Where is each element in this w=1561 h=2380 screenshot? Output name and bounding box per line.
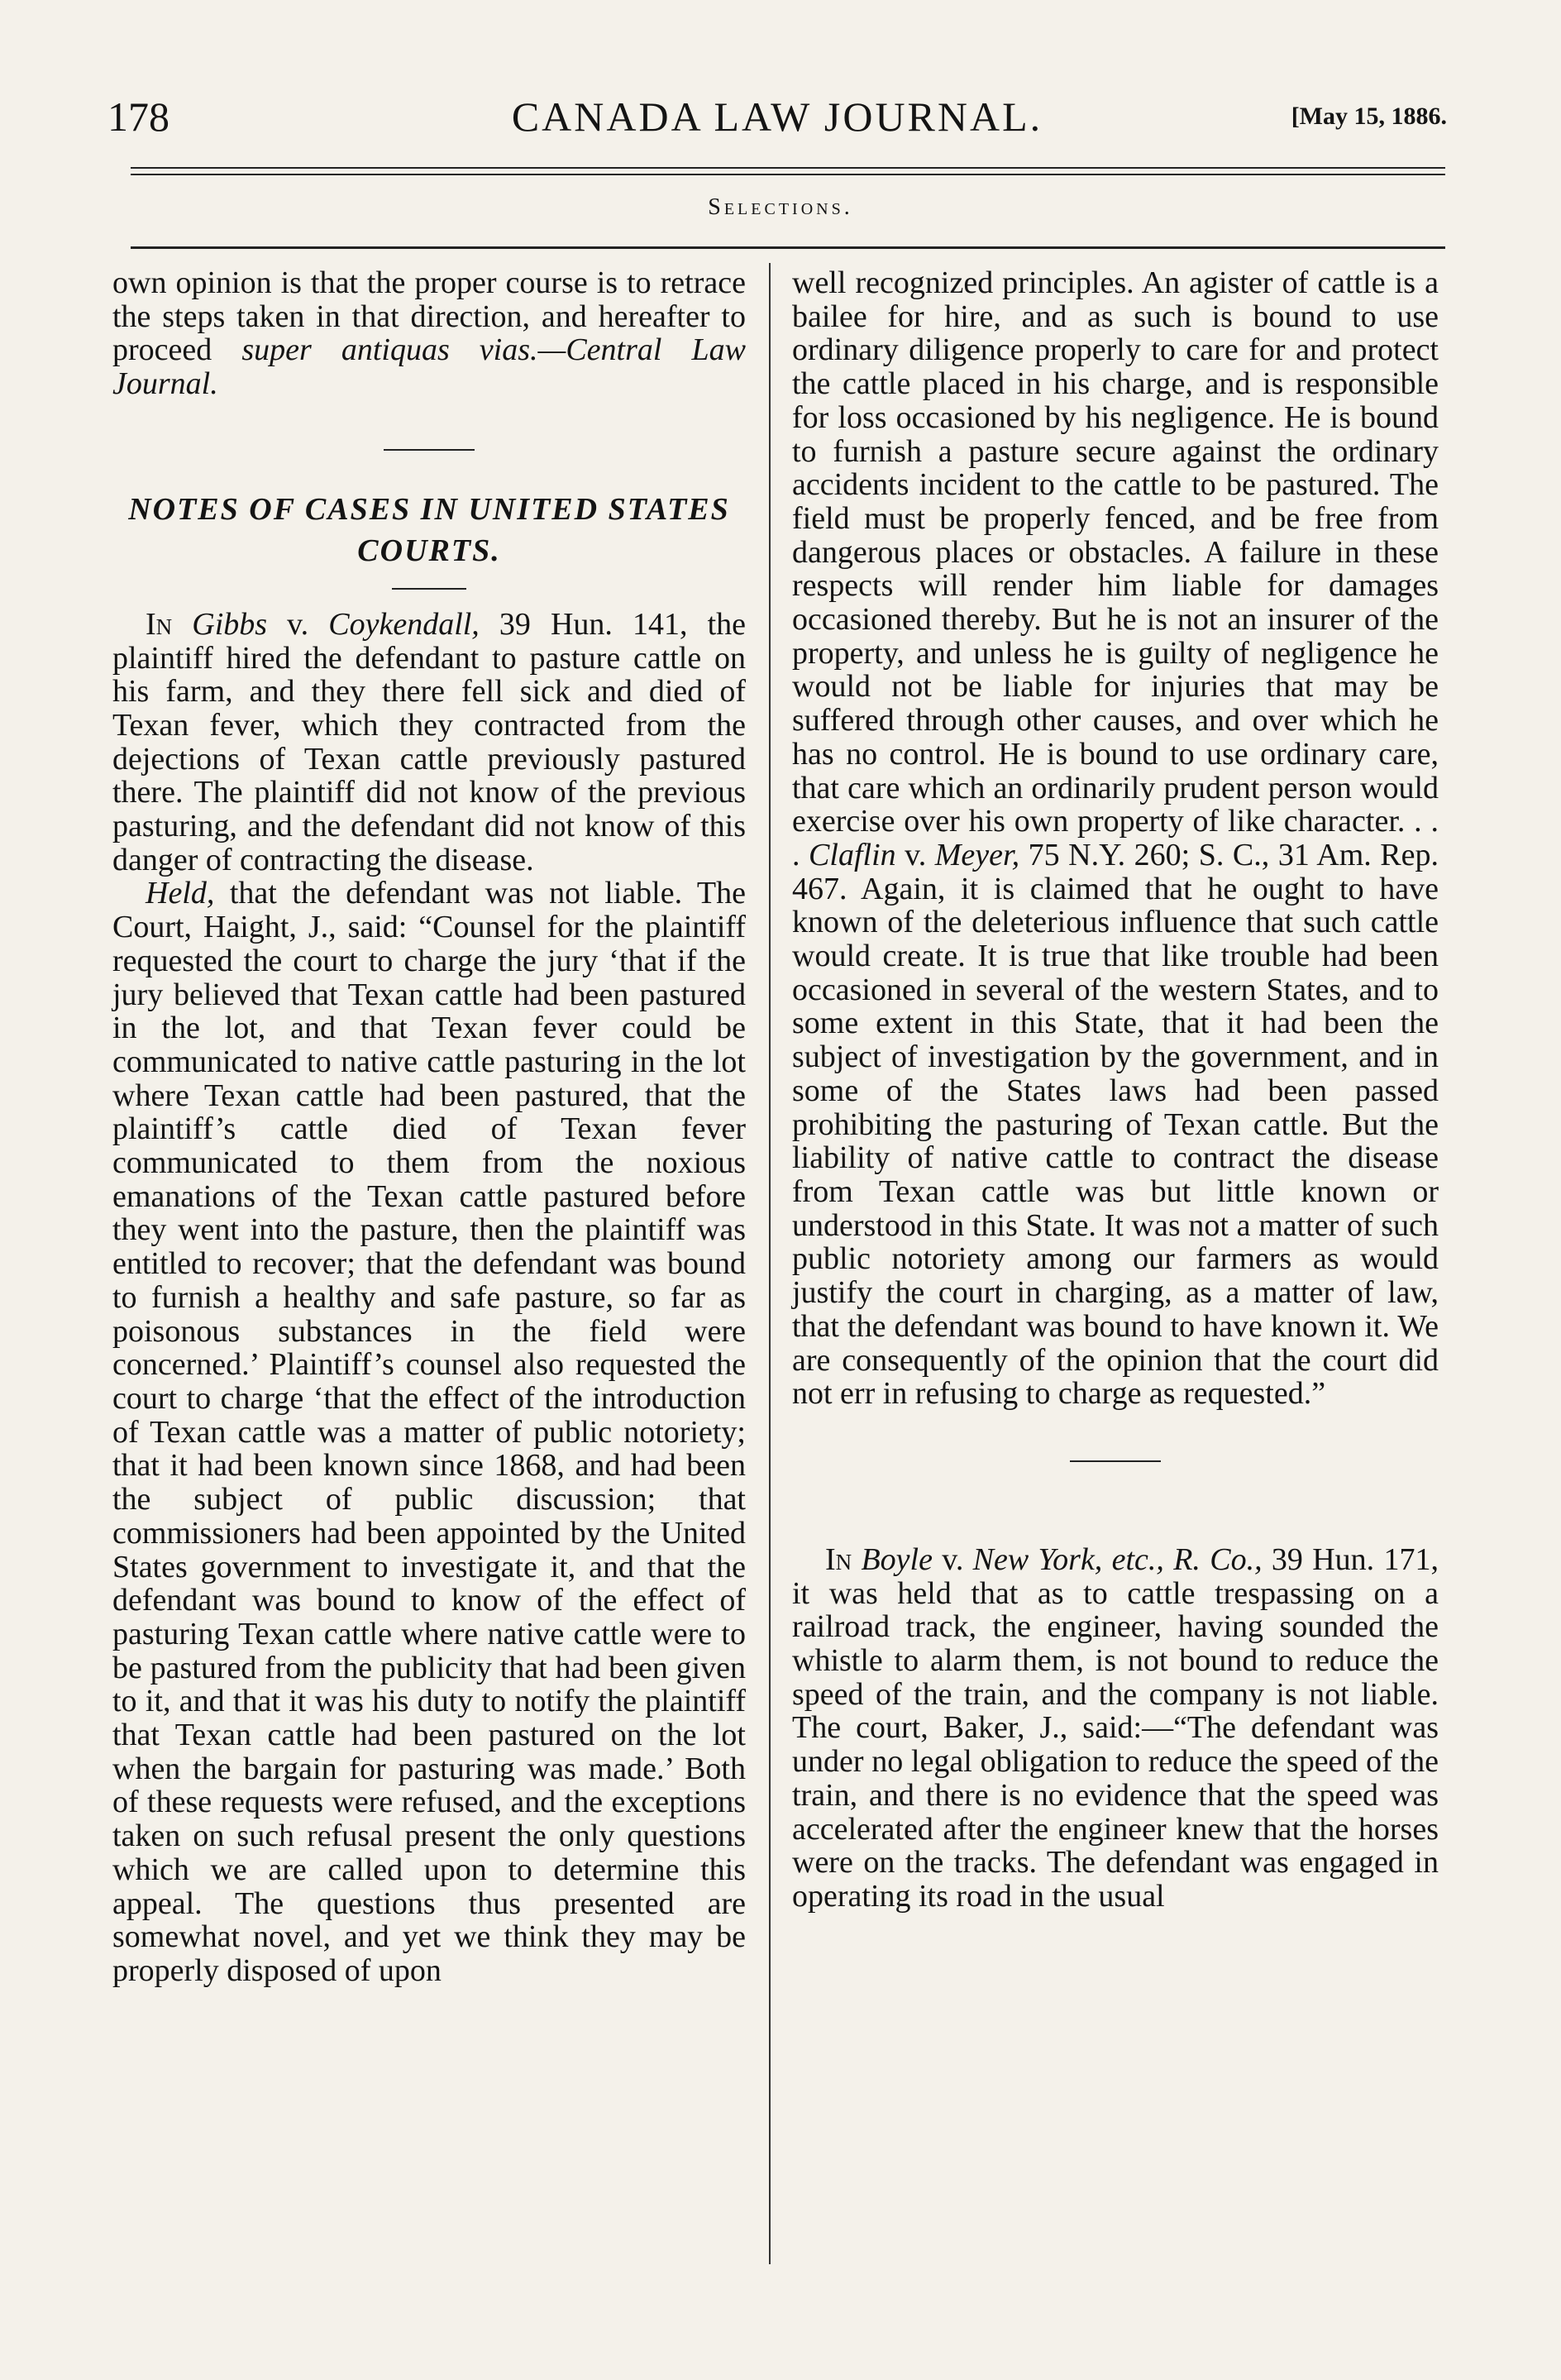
case-boyle-paragraph: In Boyle v. New York, etc., R. Co., 39 Hun. 171, it was held that as to cattle trespassing on a railroad track, the engineer, having sounded the whistle to alarm them, is not bound to reduce the speed of the train, and the company is not liable. The court, Baker, J., said:—“The defendant was under no legal obligation to reduce the speed of the train, and there is no evidence that the speed was accelerated after the engineer knew that the horses were on the tracks. The defendant was engaged in operating its road in the usual xyxy=(792,1541,1439,1914)
agister-paragraph: well recognized principles. An agister of cattle is a bailee for hire, and as such is bound to use ordinary diligence properly to care for and protect the cattle placed in his charge, and is responsible for loss occasioned by his negligence. He is bound to furnish a pasture secure against the ordinary accidents incident to the cattle to be pastured. The field must be properly fenced, and be free from dangerous places or obstacles. A failure in these respects will render him liable for damages occasioned thereby. But he is not an insurer of the property, and unless he is guilty of negligence he would not be liable for injuries that may be suffered through other causes, and over which he has no control. He is bound to use ordinary care, that care which an ordinarily prudent person would exercise over his own property of like character. . . . Claflin v. Meyer, 75 N.Y. 260; S. C., 31 Am. Rep. 467. Again, it is claimed that he ought to have known of the deleterious influence that such cattle would create. It is true that like trouble had been occasioned in several of the western States, and to some extent in this State, that it had been the subject of investigation by the government, and in some of the States laws had been passed prohibiting the pasturing of Texan cattle. But the liability of native cattle to contract the disease from Texan cattle was but little known or understood in this State. It was not a matter of such public notoriety among our farmers as would justify the court in charging, as a matter of law, that the defendant was bound to have known it. We are consequently of the opinion that the court did not err in refusing to charge as requested.” xyxy=(792,265,1439,1412)
issue-date: [May 15, 1886. xyxy=(1291,103,1447,130)
case-gibbs-paragraph: In Gibbs v. Coykendall, 39 Hun. 141, the plaintiff hired the defendant to pasture cattle on his farm, and they there fell sick and died of Texan fever, which they contracted from the dejections of Texan cattle previously pastured there. The plaintiff did not know of the previous pasturing, and the defendant did not know of this danger of contracting the disease. xyxy=(112,606,747,877)
held-paragraph: Held, that the defendant was not liable. The Court, Haight, J., said: “Counsel for the plaintiff requested the court to charge the jury ‘that if the jury believed that Texan cattle had been pastured in the lot, and that Texan fever could be communicated to native cattle pasturing in the lot where Texan cattle had been pastured, that the plaintiff’s cattle died of Texan fever communicated to them from the noxious emanations of the Texan cattle pastured before they went into the pasture, then the plaintiff was entitled to recover; that the defendant was bound to furnish a healthy and safe pasture, so far as poisonous substances in the field were concerned.’ Plaintiff’s counsel also requested the court to charge ‘that the effect of the introduction of Texan cattle was a matter of public notoriety; that it had been known since 1868, and had been the subject of public discussion; that commissioners had been appointed by the United States government to investigate it, and that the defendant was bound to know of the effect of pasturing Texan cattle where native cattle were to be pastured from the publicity that had been given to it, and that it was his duty to notify the plaintiff that Texan cattle had been pastured on the lot when the bargain for pasturing was made.’ Both of these requests were refused, and the exceptions taken on such refusal present the only questions which we are called upon to determine this appeal. The questions thus presented are somewhat novel, and yet we think they may be properly disposed of upon xyxy=(112,876,746,1988)
intro-paragraph: own opinion is that the proper course is to retrace the steps taken in that direction, and hereafter to proceed super antiquas vias.—Central Law Journal. xyxy=(112,265,746,402)
left-column xyxy=(112,266,746,1988)
header-double-rule xyxy=(131,167,1445,175)
section-heading: NOTES OF CASES IN UNITED STATES COURTS. xyxy=(128,491,730,568)
right-column xyxy=(792,266,1439,1914)
journal-title: CANADA LAW JOURNAL. xyxy=(511,93,1043,140)
column-divider xyxy=(769,263,771,2264)
page-header xyxy=(107,93,1447,159)
section-rule xyxy=(131,246,1445,249)
page-number: 178 xyxy=(107,93,169,140)
section-label: Selections. xyxy=(708,194,853,220)
